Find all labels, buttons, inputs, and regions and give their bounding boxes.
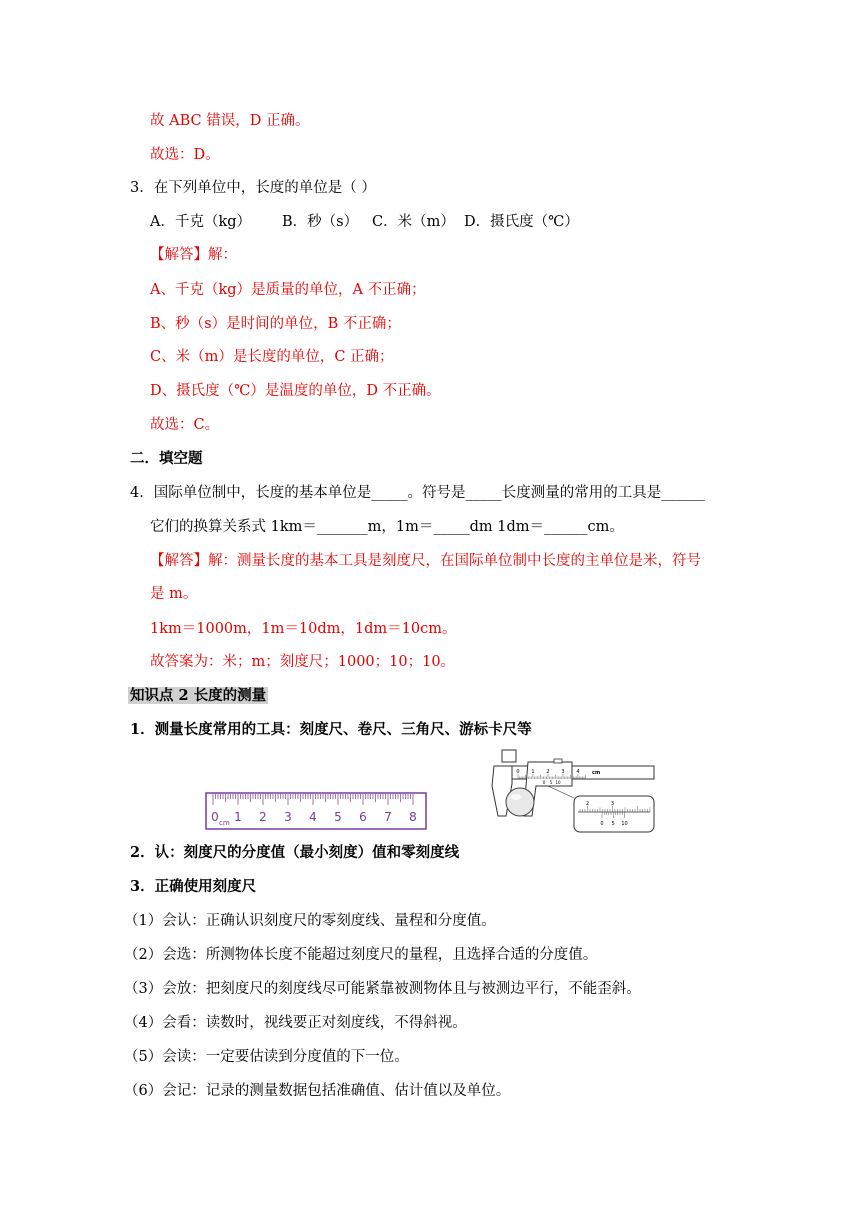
ball-highlight [511,794,521,800]
ruler-tick-label: 7 [384,810,392,824]
caliper-main-label: 1 [531,769,535,775]
rule-item: （1）会认：正确认识刻度尺的零刻度线、量程和分度值。 [124,913,496,929]
vernier-caliper-illustration [488,748,660,834]
ruler-tick-label: 8 [409,810,417,824]
option-a: A．千克（kg） [150,214,252,230]
answer-tag: 【解答】 [150,553,208,569]
caliper-lock-screw [554,759,562,763]
solution-line: 故 ABC 错误，D 正确。 [150,113,310,129]
solution-line: C、米（m）是长度的单位，C 正确； [150,349,394,365]
knowledge-point-heading [128,686,268,706]
point-number: 2． [130,844,155,861]
caliper-unit-label: cm [592,770,601,776]
zoom-vernier-label: 0 [600,821,604,827]
ruler-tick-label: 3 [284,810,292,824]
question-text: 国际单位制中，长度的基本单位是_____。符号是_____长度测量的常用的工具是______ [153,485,705,501]
rule-item: （6）会记：记录的测量数据包括准确值、估计值以及单位。 [124,1083,511,1099]
rule-item: （2）会选：所测物体长度不能超过刻度尺的量程，且选择合适的分度值。 [124,947,598,963]
point-number: 1． [130,721,155,738]
question-4-line2: 它们的换算关系式 1km＝_______m，1m＝_____dm 1dm＝______cm。 [150,519,624,535]
option-d: D．摄氏度（℃） [464,214,579,230]
caliper-vernier-label: 0 [542,780,546,785]
point-3 [130,877,256,897]
question-3-options [0,212,860,232]
rule-item: （3）会放：把刻度尺的刻度线尽可能紧靠被测物体且与被测边平行，不能歪斜。 [124,981,641,997]
caliper-main-label: 0 [516,769,520,775]
ruler-tick-label: 1 [234,810,242,824]
ruler-tick-label: 4 [309,810,317,824]
point-2 [130,843,459,863]
answer-select-line: 故选：C。 [150,417,220,433]
option-c: C．米（m） [372,214,455,230]
zoom-main-label: 3 [610,801,615,807]
conversion-line: 1km＝1000m，1m＝10dm，1dm＝10cm。 [150,621,457,637]
point-1 [130,720,532,740]
solution-line: D、摄氏度（℃）是温度的单位，D 不正确。 [150,383,441,399]
caliper-main-label: 3 [561,769,565,775]
section-heading: 二．填空题 [130,450,203,467]
ruler-unit-label: cm [219,819,230,827]
question-4-line1 [130,483,705,503]
knowledge-point-title: 知识点 2 长度的测量 [130,687,267,704]
zoom-pointer [548,786,574,798]
solution-line: A、千克（kg）是质量的单位，A 不正确； [150,282,426,298]
ruler-tick-label: 0 [211,810,219,824]
zoom-vernier-label: 10 [621,821,628,827]
point-number: 3． [130,878,155,895]
rule-item: （5）会读：一定要估读到分度值的下一位。 [124,1049,409,1065]
question-3 [130,178,376,198]
answer-select-line: 故选：D。 [150,147,220,163]
point-text: 认：刻度尺的分度值（最小刻度）值和零刻度线 [154,844,460,861]
ruler-tick-label: 2 [259,810,267,824]
ruler-tick-label: 6 [359,810,367,824]
question-4-answer-line1 [150,551,701,571]
rule-item: （4）会看：读数时，视线要正对刻度线，不得斜视。 [124,1015,467,1031]
answer-word: 解： [208,247,237,263]
answer-text: 解：测量长度的基本工具是刻度尺，在国际单位制中长度的主单位是米，符号 [208,553,701,569]
question-4-answer-line2: 是 m。 [150,586,198,602]
question-number: 3． [130,180,154,196]
answer-tag: 【解答】 [150,247,208,263]
solution-line: B、秒（s）是时间的单位，B 不正确； [150,316,401,332]
caliper-upper-jaw [502,750,516,762]
caliper-vernier-label: 10 [555,780,561,785]
answer-heading [150,245,237,265]
caliper-main-label: 4 [576,769,580,775]
final-answer-line: 故答案为：米；m；刻度尺；1000；10；10。 [150,654,456,670]
zoom-main-label: 2 [585,801,590,807]
point-text: 测量长度常用的工具：刻度尺、卷尺、三角尺、游标卡尺等 [154,721,532,738]
ruler-tick-label: 5 [334,810,342,824]
caliper-main-label: 2 [546,769,550,775]
option-b: B．秒（s） [282,214,359,230]
measured-ball [506,788,534,816]
zoom-vernier-label: 5 [611,821,615,827]
question-number: 4． [130,485,154,501]
ruler-illustration [205,792,427,830]
point-text: 正确使用刻度尺 [154,878,257,895]
question-text: 在下列单位中，长度的单位是（ ） [153,180,376,196]
caliper-vernier-label: 5 [549,780,553,785]
